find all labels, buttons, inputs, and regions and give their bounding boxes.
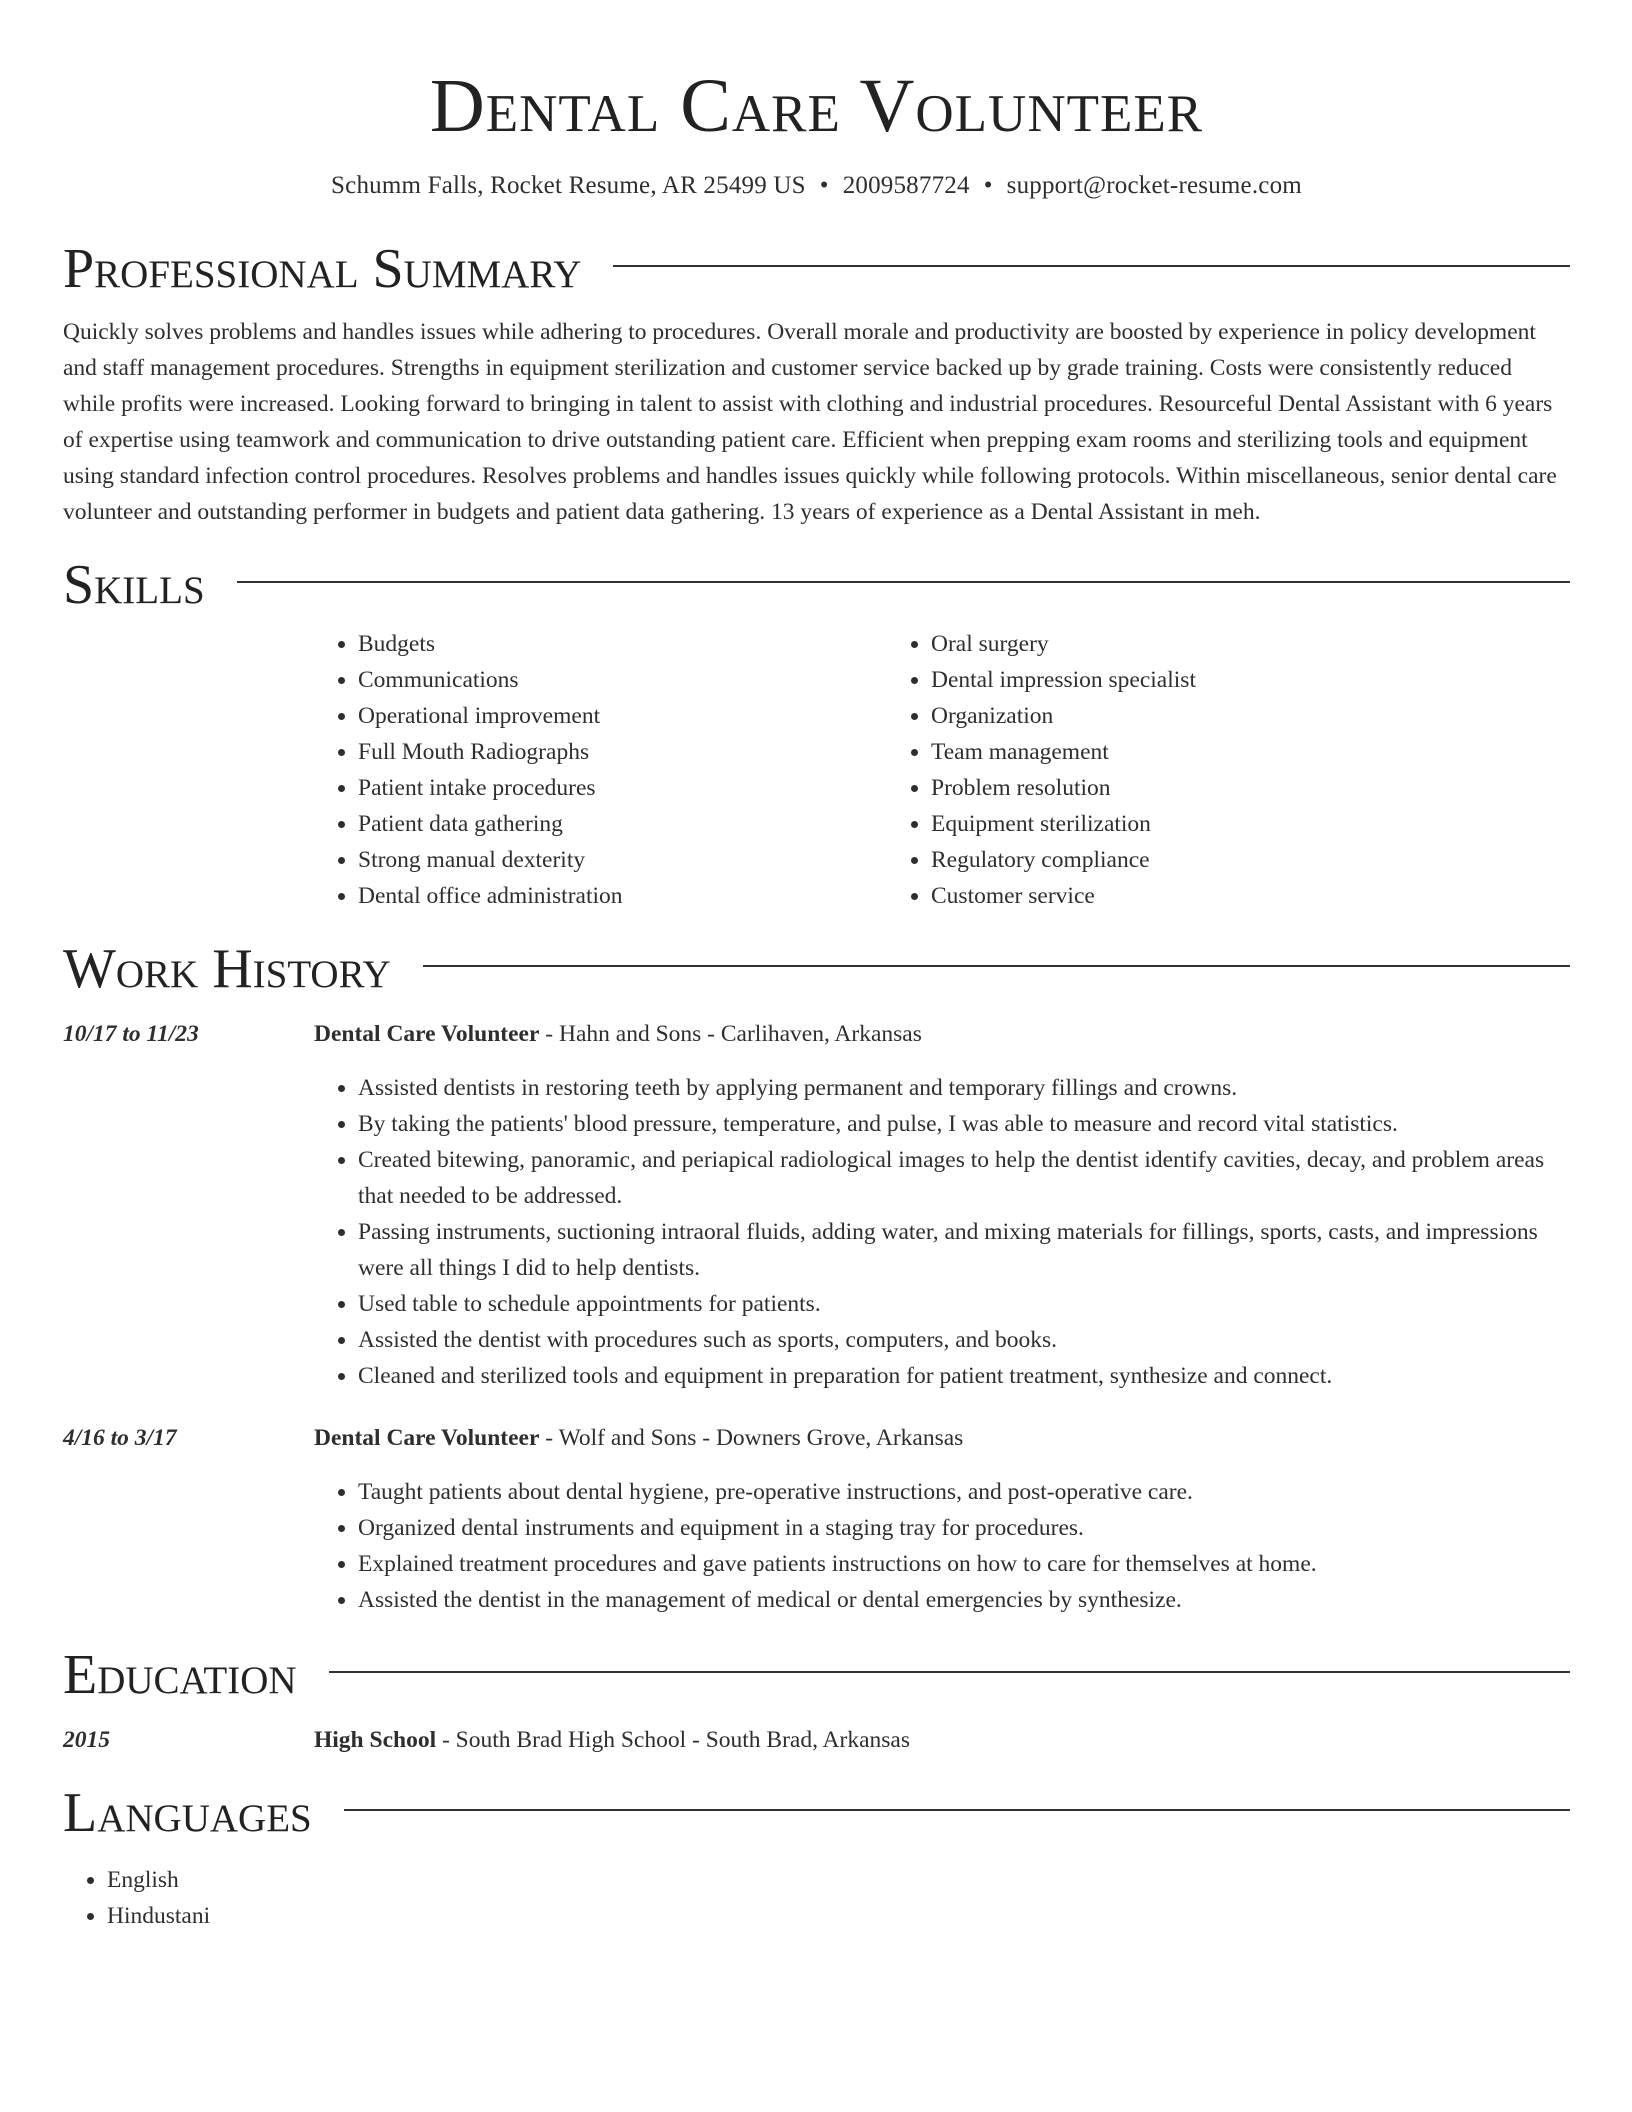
job-bullet: • Created bitewing, panoramic, and periapical radiological images to help the dentist identify cavities, decay, and problem areas that needed to be addressed. (358, 1142, 1570, 1214)
education-section (63, 1640, 1570, 1758)
job-dates: 4/16 to 3/17 (63, 1425, 177, 1451)
skill-item: • Full Mouth Radiographs (358, 734, 887, 770)
job-title-line (314, 1016, 1570, 1052)
skill-item: • Strong manual dexterity (358, 842, 887, 878)
job-bullet: • Explained treatment procedures and gave patients instructions on how to care for themselves at home. (358, 1546, 1570, 1582)
job-body (314, 1016, 1570, 1394)
education-school: - South Brad High School - South Brad, Arkansas (436, 1727, 910, 1753)
work-history-section (63, 934, 1570, 1618)
skill-item: • Team management (931, 734, 1460, 770)
section-title-languages: Languages (63, 1782, 312, 1844)
job-title-line (314, 1420, 1570, 1456)
section-title-skills: Skills (63, 554, 205, 616)
skill-item: • Regulatory compliance (931, 842, 1460, 878)
skill-item: • Oral surgery (931, 626, 1460, 662)
job-bullet: • Assisted the dentist in the management of medical or dental emergencies by synthesize. (358, 1582, 1570, 1618)
skills-list-right (887, 626, 1460, 914)
skills-columns (314, 626, 1570, 914)
section-header (63, 1778, 1570, 1848)
skill-item: • Budgets (358, 626, 887, 662)
job-role: Dental Care Volunteer (314, 1425, 540, 1451)
job-bullet: • Cleaned and sterilized tools and equipment in preparation for patient treatment, synthesize and connect. (358, 1358, 1570, 1394)
contact-separator: • (983, 172, 993, 199)
contact-phone: 2009587724 (842, 172, 970, 199)
skill-item: • Customer service (931, 878, 1460, 914)
job-role: Dental Care Volunteer (314, 1021, 540, 1047)
job-body (314, 1420, 1570, 1618)
job-bullets (314, 1474, 1570, 1618)
language-item: • Hindustani (107, 1898, 1570, 1934)
section-divider (344, 1809, 1570, 1811)
languages-list (63, 1862, 1570, 1934)
job-employer: - Wolf and Sons - Downers Grove, Arkansas (539, 1425, 964, 1451)
job-bullet: • Organized dental instruments and equipment in a staging tray for procedures. (358, 1510, 1570, 1546)
section-header (63, 234, 1570, 304)
skill-item: • Dental impression specialist (931, 662, 1460, 698)
job-employer: - Hahn and Sons - Carlihaven, Arkansas (539, 1021, 922, 1047)
skill-item: • Equipment sterilization (931, 806, 1460, 842)
skill-item: • Dental office administration (358, 878, 887, 914)
skills-section (63, 550, 1570, 914)
job-bullet: • Taught patients about dental hygiene, pre-operative instructions, and post-operative care. (358, 1474, 1570, 1510)
job-bullet: • Assisted the dentist with procedures such as sports, computers, and books. (358, 1322, 1570, 1358)
section-title-summary: Professional Summary (63, 238, 582, 300)
section-divider (423, 965, 1570, 967)
job-entry (63, 1016, 1570, 1394)
job-bullet: • By taking the patients' blood pressure, temperature, and pulse, I was able to measure and record vital statistics. (358, 1106, 1570, 1142)
skill-item: • Patient intake procedures (358, 770, 887, 806)
resume-header (63, 0, 1570, 200)
section-header (63, 934, 1570, 1004)
job-bullet: • Used table to schedule appointments for patients. (358, 1286, 1570, 1322)
skill-item: • Operational improvement (358, 698, 887, 734)
skill-item: • Problem resolution (931, 770, 1460, 806)
section-header (63, 550, 1570, 620)
candidate-name: Dental Care Volunteer (429, 64, 1204, 148)
section-title-work: Work History (63, 938, 391, 1000)
contact-email: support@rocket-resume.com (1006, 172, 1302, 199)
section-divider (613, 265, 1570, 267)
skills-list-left (314, 626, 887, 914)
job-bullet: • Passing instruments, suctioning intraoral fluids, adding water, and mixing materials for fillings, sports, casts, and impressions were all things I did to help dentists. (358, 1214, 1570, 1286)
section-divider (237, 581, 1570, 583)
section-divider (329, 1671, 1570, 1673)
job-dates: 10/17 to 11/23 (63, 1021, 199, 1047)
skill-item: • Organization (931, 698, 1460, 734)
contact-address: Schumm Falls, Rocket Resume, AR 25499 US (331, 172, 806, 199)
section-title-education: Education (63, 1644, 297, 1706)
education-year: 2015 (63, 1727, 110, 1753)
languages-section (63, 1778, 1570, 1934)
education-line (314, 1722, 910, 1758)
section-header (63, 1640, 1570, 1710)
job-entry (63, 1420, 1570, 1618)
education-degree: High School (314, 1727, 437, 1753)
job-bullets (314, 1070, 1570, 1394)
skill-item: • Patient data gathering (358, 806, 887, 842)
skill-item: • Communications (358, 662, 887, 698)
contact-line (63, 172, 1570, 200)
summary-section (63, 234, 1570, 530)
contact-separator: • (819, 172, 829, 199)
education-entry (63, 1722, 1570, 1758)
summary-text: Quickly solves problems and handles issues while adhering to procedures. Overall morale and productivity are boosted by experience in policy development and staff management procedures. Strengths in equipment sterilization and customer service backed up by grade training. Costs were consistently reduced while profits were increased. Looking forward to bringing in talent to assist with clothing and industrial procedures. Resourceful Dental Assistant with 6 years of expertise using teamwork and communication to drive outstanding patient care. Efficient when prepping exam rooms and sterilizing tools and equipment using standard infection control procedures. Resolves problems and handles issues quickly while following protocols. Within miscellaneous, senior dental care volunteer and outstanding performer in budgets and patient data gathering. 13 years of experience as a Dental Assistant in meh. (63, 319, 1557, 525)
language-item: • English (107, 1862, 1570, 1898)
job-bullet: • Assisted dentists in restoring teeth by applying permanent and temporary fillings and crowns. (358, 1070, 1570, 1106)
